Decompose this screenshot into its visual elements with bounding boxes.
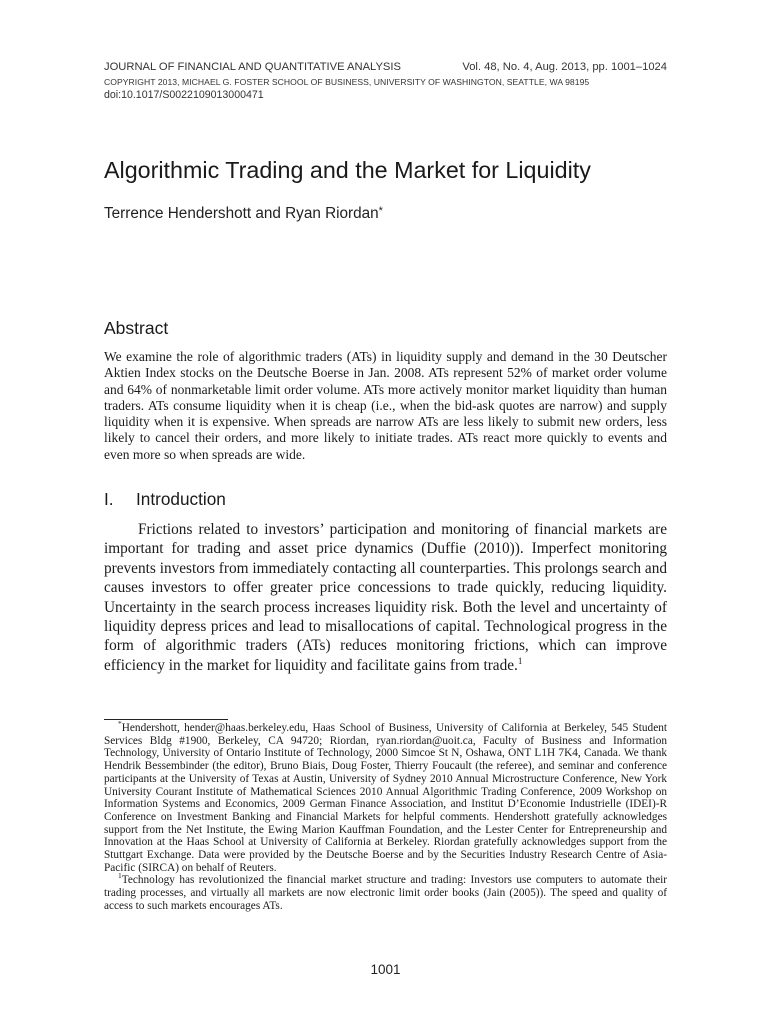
introduction-paragraph: [104, 520, 667, 675]
author-line: [104, 205, 383, 223]
author-footnote-mark: *: [378, 205, 383, 217]
journal-header: [104, 61, 667, 73]
page-number: 1001: [370, 962, 401, 977]
paper-title: Algorithmic Trading and the Market for Liquidity: [104, 157, 591, 183]
journal-volume: Vol. 48, No. 4, Aug. 2013, pp. 1001–1024: [462, 61, 667, 73]
footnotes: [104, 719, 667, 913]
introduction-text: Frictions related to investors’ participation and monitoring of financial markets are important for trading and asset price dynamics (Duffie (2010)). Imperfect monitoring prevents investors from immediately contacting all counterparties. This prolongs search and causes investors to offer greater price concessions to trade quickly, reducing liquidity. Uncertainty in the search process increases liquidity risk. Both the level and uncertainty of liquidity depress prices and lead to misallocations of capital. Technological progress in the form of algorithmic traders (ATs) reduces monitoring frictions, which can improve efficiency in the market for liquidity and facilitate gains from trade.: [104, 521, 667, 674]
doi-line: doi:10.1017/S0022109013000471: [104, 89, 264, 101]
footnote-1-text: Technology has revolutionized the financial market structure and trading: Investors use computers to automate their trading processes, and virtually all markets are now electronic limit order books (Jain (2005)). The speed and quality of access to such markets encourages ATs.: [104, 874, 667, 912]
footnote-1-mark: 1: [118, 871, 122, 881]
section-number: I.: [104, 489, 114, 509]
footnote-author-text: Hendershott, hender@haas.berkeley.edu, Haas School of Business, University of California at Berkeley, 545 Student Services Bldg #1900, Berkeley, CA 94720; Riordan, ryan.riordan@uoit.ca, Faculty of Business and Information Technology, University of Ontario Institute of Technology, 2000 Simcoe St N, Oshawa, ONT L1H 7K4, Canada. We thank Hendrik Bessembinder (the editor), Bruno Biais, Doug Foster, Thierry Foucault (the referee), and seminar and conference participants at the University of Texas at Austin, University of Sydney 2010 Annual Microstructure Conference, New York University Courant Institute of Mathematical Sciences 2010 Annual Algorithmic Trading Conference, 2009 Workshop on Information Systems and Economics, 2009 German Finance Association, and Institut D’Economie Industrielle (IDEI)-R Conference on Investment Banking and Financial Markets for helpful comments. Hendershott gratefully acknowledges support from the Net Institute, the Ewing Marion Kauffman Foundation, and the Lester Center for Entrepreneurship and Innovation at the Haas School at University of California at Berkeley. Riordan gratefully acknowledges support from the Stuttgart Exchange. Data were provided by the Deutsche Boerse and by the Securities Industry Research Centre of Asia-Pacific (SIRCA) on behalf of Reuters.: [104, 722, 667, 874]
paper-page: [104, 0, 667, 1024]
section-title: Introduction: [136, 489, 226, 509]
footnote-rule: [104, 719, 228, 720]
journal-name: JOURNAL OF FINANCIAL AND QUANTITATIVE ANALYSIS: [104, 61, 401, 73]
section-heading-introduction: [104, 489, 226, 510]
footnote-ref-1: 1: [517, 655, 523, 666]
footnote-author-mark: *: [118, 719, 122, 729]
footnote-author: [104, 719, 667, 874]
authors: Terrence Hendershott and Ryan Riordan: [104, 205, 379, 222]
abstract-text: We examine the role of algorithmic traders (ATs) in liquidity supply and demand in the 30 Deutscher Aktien Index stocks on the Deutsche Boerse in Jan. 2008. ATs represent 52% of market order volume and 64% of nonmarketable limit order volume. ATs more actively monitor market liquidity than human traders. ATs consume liquidity when it is cheap (i.e., when the bid-ask quotes are narrow) and supply liquidity when it is expensive. When spreads are narrow ATs are less likely to submit new orders, less likely to cancel their orders, and more likely to initiate trades. ATs react more quickly to events and even more so when spreads are wide.: [104, 349, 667, 462]
abstract-heading: Abstract: [104, 318, 169, 338]
copyright-line: COPYRIGHT 2013, MICHAEL G. FOSTER SCHOOL OF BUSINESS, UNIVERSITY OF WASHINGTON, SEATTLE, WA 98195: [104, 77, 590, 87]
footnote-1: [104, 871, 667, 912]
